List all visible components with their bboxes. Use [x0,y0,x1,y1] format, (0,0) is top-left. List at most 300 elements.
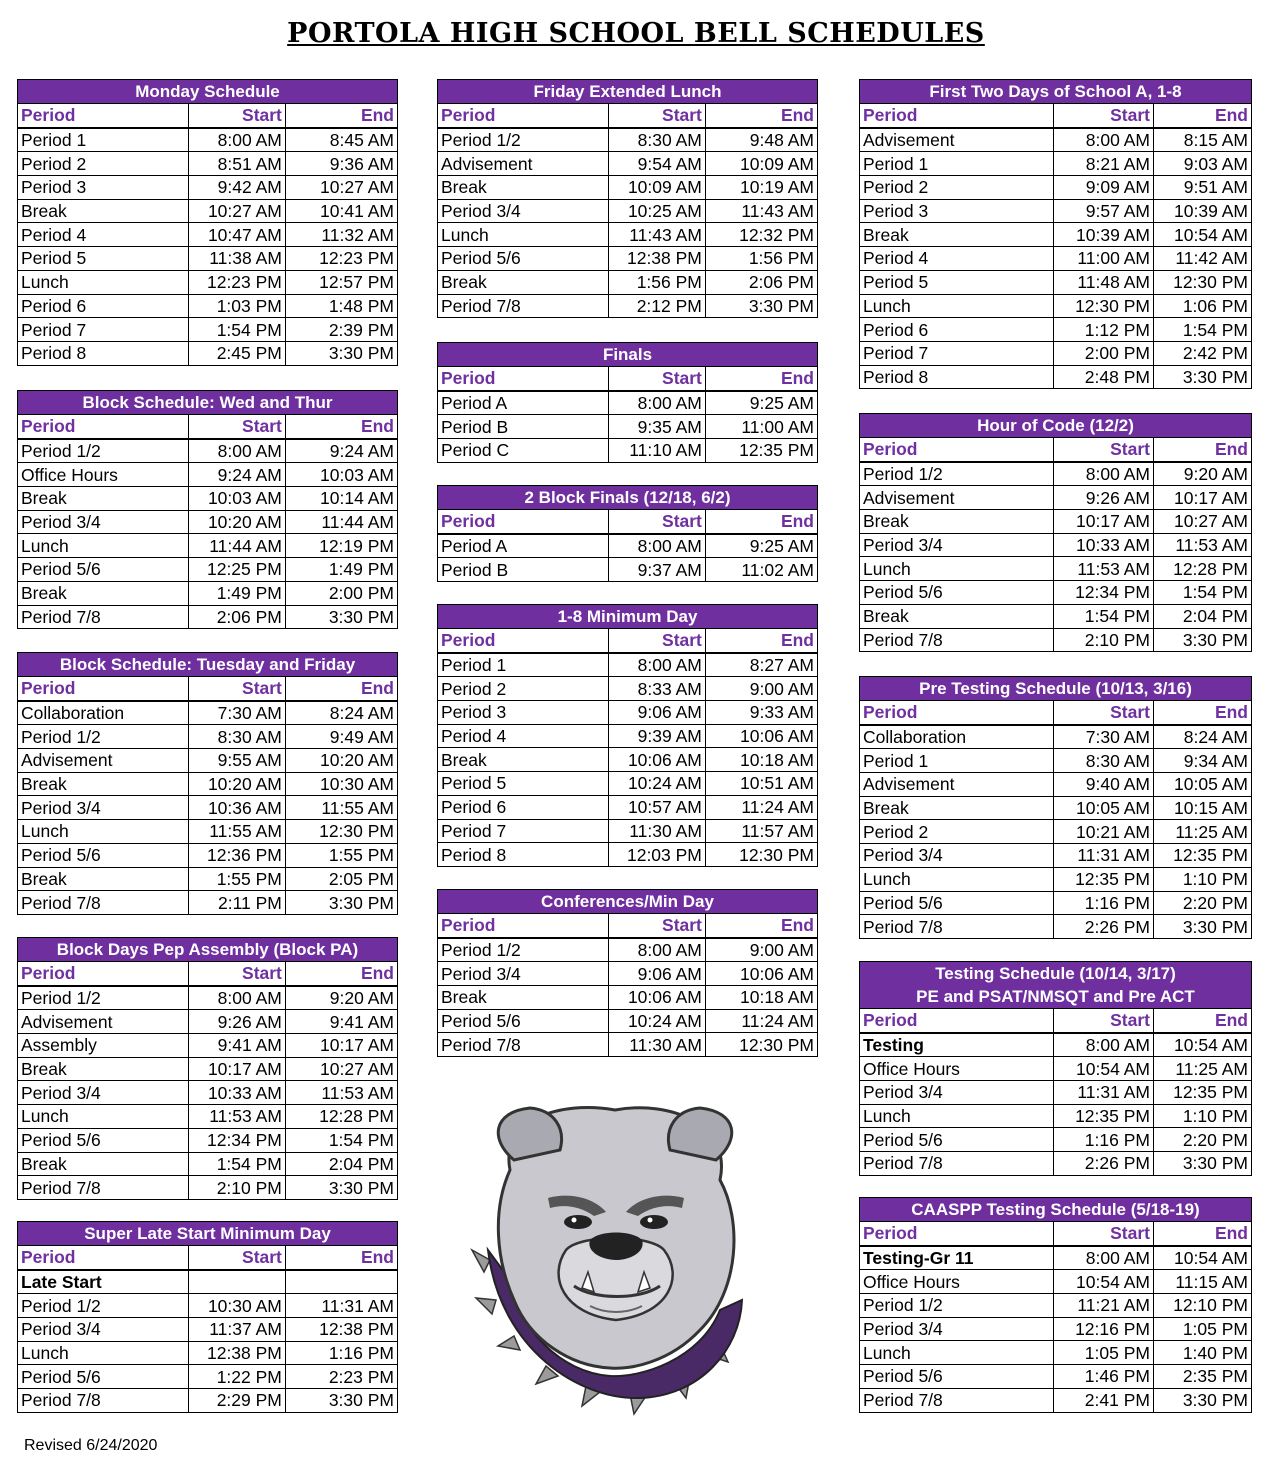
table-row [860,462,1252,486]
period-cell: Period 7/8 [18,1389,189,1413]
start-time-cell: 9:39 AM [609,724,706,748]
schedule-hour-of-code [859,413,1252,652]
table-row [860,749,1252,773]
end-column-header: End [1153,1222,1251,1246]
start-time-cell: 8:00 AM [1054,1033,1154,1057]
period-cell: Late Start [18,1270,189,1294]
end-time-cell: 11:53 AM [1153,533,1251,557]
start-time-cell: 11:43 AM [609,223,706,247]
start-column-header: Start [1054,438,1154,462]
start-column-header: Start [609,629,706,653]
table-row [438,223,818,247]
schedule-table [859,1008,1252,1176]
end-time-cell: 9:49 AM [285,725,397,749]
start-column-header: Start [609,914,706,938]
schedule-table [437,103,818,318]
start-time-cell: 10:20 AM [189,510,286,534]
end-time-cell: 1:40 PM [1153,1341,1251,1365]
table-row [860,486,1252,510]
start-time-cell: 11:37 AM [189,1318,286,1342]
schedule-block-pa [17,937,398,1200]
table-row [860,1388,1252,1412]
period-cell: Period 3/4 [860,1081,1054,1105]
start-time-cell: 8:00 AM [609,938,706,962]
schedule-table [437,366,818,463]
start-time-cell: 2:12 PM [609,294,706,318]
period-column-header: Period [860,1222,1054,1246]
start-time-cell: 1:54 PM [1054,604,1154,628]
column-header-row [438,510,818,534]
schedule-conferences [437,889,818,1057]
end-time-cell: 10:54 AM [1153,1246,1251,1270]
start-time-cell: 8:00 AM [1054,462,1154,486]
period-cell: Break [18,772,189,796]
period-cell: Period 7/8 [860,628,1054,652]
schedule-first-two-days [859,79,1252,389]
table-row [18,294,398,318]
period-cell: Lunch [18,270,189,294]
start-time-cell: 12:35 PM [1054,867,1154,891]
period-cell: Lunch [18,534,189,558]
start-time-cell: 9:09 AM [1054,176,1154,200]
table-row [18,463,398,487]
start-time-cell: 9:06 AM [609,962,706,986]
table-row [860,1365,1252,1389]
period-cell: Period 1/2 [18,725,189,749]
end-column-header: End [705,629,817,653]
table-row [860,533,1252,557]
start-time-cell: 8:00 AM [609,534,706,558]
period-cell: Period C [438,439,609,463]
start-time-cell: 10:20 AM [189,772,286,796]
end-time-cell: 1:55 PM [285,843,397,867]
table-row [860,270,1252,294]
column-header-row [18,962,398,986]
end-time-cell: 12:10 PM [1153,1294,1251,1318]
column-header-row [860,1009,1252,1033]
start-time-cell: 2:10 PM [1054,628,1154,652]
table-row [438,270,818,294]
period-column-header: Period [860,1009,1054,1033]
period-cell: Period 3/4 [860,533,1054,557]
table-row [438,724,818,748]
period-column-header: Period [438,914,609,938]
period-cell: Period 1 [18,128,189,152]
period-cell: Period 1/2 [438,128,609,152]
end-time-cell: 9:41 AM [285,1010,397,1034]
start-time-cell: 10:25 AM [609,199,706,223]
table-row [18,1341,398,1365]
period-cell: Collaboration [18,701,189,725]
period-cell: Period A [438,534,609,558]
table-row [860,1270,1252,1294]
end-time-cell: 1:54 PM [1153,318,1251,342]
end-time-cell: 10:30 AM [285,772,397,796]
page-title: PORTOLA HIGH SCHOOL BELL SCHEDULES [287,18,985,49]
table-row [18,867,398,891]
start-time-cell: 9:06 AM [609,701,706,725]
table-row [860,318,1252,342]
end-time-cell: 1:06 PM [1153,294,1251,318]
schedule-title: Friday Extended Lunch [437,79,818,103]
table-row [18,439,398,463]
end-time-cell: 3:30 PM [1153,1152,1251,1176]
end-time-cell: 10:41 AM [285,199,397,223]
column-header-row [860,438,1252,462]
column-header-row [18,415,398,439]
table-row [860,199,1252,223]
end-time-cell: 3:30 PM [285,1176,397,1200]
end-time-cell: 9:25 AM [705,391,817,415]
period-cell: Period 1 [438,653,609,677]
end-time-cell: 1:49 PM [285,558,397,582]
end-time-cell: 1:05 PM [1153,1317,1251,1341]
period-column-header: Period [18,104,189,128]
table-row [860,1294,1252,1318]
table-row [860,1246,1252,1270]
start-time-cell: 7:30 AM [1054,725,1154,749]
start-time-cell: 2:00 PM [1054,341,1154,365]
start-time-cell: 1:49 PM [189,581,286,605]
end-time-cell: 2:20 PM [1153,1128,1251,1152]
end-time-cell: 10:05 AM [1153,773,1251,797]
end-time-cell: 1:10 PM [1153,1104,1251,1128]
period-cell: Break [860,223,1054,247]
table-row [860,773,1252,797]
period-column-header: Period [438,367,609,391]
period-cell: Period 1 [860,749,1054,773]
start-time-cell: 8:00 AM [189,986,286,1010]
period-cell: Period 7/8 [860,915,1054,939]
table-row [438,938,818,962]
period-cell: Period 3/4 [18,796,189,820]
table-row [438,152,818,176]
period-cell: Period 3/4 [18,510,189,534]
end-time-cell: 11:00 AM [705,415,817,439]
period-cell: Office Hours [860,1270,1054,1294]
end-time-cell: 12:30 PM [705,843,817,867]
period-cell: Period B [438,415,609,439]
start-time-cell: 10:05 AM [1054,796,1154,820]
period-cell: Period 5 [438,772,609,796]
table-row [438,294,818,318]
table-row [860,628,1252,652]
start-time-cell: 10:17 AM [1054,510,1154,534]
start-time-cell: 10:03 AM [189,487,286,511]
start-time-cell: 2:41 PM [1054,1388,1154,1412]
period-cell: Period 2 [438,677,609,701]
table-row [18,891,398,915]
start-time-cell: 10:21 AM [1054,820,1154,844]
start-column-header: Start [1054,1009,1154,1033]
period-cell: Break [860,510,1054,534]
schedule-title: Super Late Start Minimum Day [17,1221,398,1245]
start-time-cell: 12:34 PM [1054,581,1154,605]
end-column-header: End [285,415,397,439]
schedule-title: Finals [437,342,818,366]
table-row [18,796,398,820]
table-row [438,534,818,558]
start-time-cell: 9:40 AM [1054,773,1154,797]
start-time-cell: 10:57 AM [609,795,706,819]
start-time-cell: 10:24 AM [609,772,706,796]
schedule-title: Block Schedule: Wed and Thur [17,390,398,414]
table-row [860,223,1252,247]
table-row [860,820,1252,844]
column-header-row [438,104,818,128]
table-row [438,986,818,1010]
schedule-table [859,103,1252,389]
start-time-cell: 11:38 AM [189,247,286,271]
end-time-cell: 9:34 AM [1153,749,1251,773]
period-cell: Break [438,176,609,200]
start-time-cell: 11:53 AM [1054,557,1154,581]
table-row [18,341,398,365]
start-time-cell: 2:29 PM [189,1389,286,1413]
period-cell: Period B [438,558,609,582]
table-row [18,1034,398,1058]
end-time-cell: 11:53 AM [285,1081,397,1105]
column-header-row [438,367,818,391]
period-cell: Break [18,581,189,605]
schedule-block-wed-thur [17,390,398,629]
end-time-cell: 11:25 AM [1153,1057,1251,1081]
start-time-cell: 8:33 AM [609,677,706,701]
end-column-header: End [285,677,397,701]
end-time-cell [285,1270,397,1294]
period-cell: Lunch [18,1341,189,1365]
start-time-cell: 9:57 AM [1054,199,1154,223]
table-row [438,199,818,223]
table-row [18,1318,398,1342]
end-time-cell: 2:39 PM [285,318,397,342]
start-time-cell: 2:11 PM [189,891,286,915]
schedule-title: First Two Days of School A, 1-8 [859,79,1252,103]
period-column-header: Period [860,438,1054,462]
end-time-cell: 10:09 AM [705,152,817,176]
table-row [438,247,818,271]
end-time-cell: 9:51 AM [1153,176,1251,200]
end-time-cell: 11:32 AM [285,223,397,247]
start-time-cell: 8:00 AM [1054,128,1154,152]
schedule-finals [437,342,818,463]
period-cell: Period 1/2 [438,938,609,962]
end-time-cell: 8:24 AM [285,701,397,725]
start-time-cell: 10:39 AM [1054,223,1154,247]
end-time-cell: 2:06 PM [705,270,817,294]
table-row [18,1128,398,1152]
schedule-table [17,1245,398,1413]
end-time-cell: 12:35 PM [1153,1081,1251,1105]
end-time-cell: 10:54 AM [1153,1033,1251,1057]
table-row [860,725,1252,749]
period-cell: Advisement [438,152,609,176]
start-time-cell: 11:55 AM [189,820,286,844]
table-row [18,843,398,867]
end-time-cell: 2:05 PM [285,867,397,891]
schedule-title: CAASPP Testing Schedule (5/18-19) [859,1197,1252,1221]
end-time-cell: 10:51 AM [705,772,817,796]
end-time-cell: 10:20 AM [285,749,397,773]
period-cell: Testing-Gr 11 [860,1246,1054,1270]
period-cell: Period 1/2 [860,462,1054,486]
end-time-cell: 12:23 PM [285,247,397,271]
end-time-cell: 11:31 AM [285,1294,397,1318]
end-time-cell: 10:54 AM [1153,223,1251,247]
start-time-cell: 7:30 AM [189,701,286,725]
period-cell: Period 1/2 [18,986,189,1010]
period-cell: Period 5/6 [438,1009,609,1033]
table-row [18,749,398,773]
period-cell: Advisement [18,749,189,773]
period-cell: Period 7/8 [860,1152,1054,1176]
table-row [18,701,398,725]
start-time-cell: 11:53 AM [189,1105,286,1129]
period-cell: Lunch [18,820,189,844]
period-cell: Lunch [860,294,1054,318]
table-row [438,795,818,819]
period-cell: Period 1/2 [18,439,189,463]
period-cell: Period 6 [438,795,609,819]
start-time-cell: 1:54 PM [189,1152,286,1176]
start-column-header: Start [609,510,706,534]
table-row [18,199,398,223]
table-row [438,962,818,986]
column-header-row [18,104,398,128]
end-time-cell: 2:23 PM [285,1365,397,1389]
table-row [860,1152,1252,1176]
end-time-cell: 11:15 AM [1153,1270,1251,1294]
start-time-cell: 8:30 AM [1054,749,1154,773]
table-row [860,844,1252,868]
end-time-cell: 11:24 AM [705,1009,817,1033]
column-header-row [438,914,818,938]
period-cell: Period 6 [860,318,1054,342]
revision-note: Revised 6/24/2020 [24,1437,158,1454]
end-time-cell: 3:30 PM [705,294,817,318]
end-time-cell: 10:14 AM [285,487,397,511]
end-time-cell: 2:35 PM [1153,1365,1251,1389]
end-time-cell: 12:35 PM [1153,844,1251,868]
table-row [18,270,398,294]
end-time-cell: 3:30 PM [285,605,397,629]
start-time-cell: 1:54 PM [189,318,286,342]
start-time-cell: 9:54 AM [609,152,706,176]
end-time-cell: 12:32 PM [705,223,817,247]
start-column-header: Start [189,677,286,701]
period-cell: Period 7/8 [860,1388,1054,1412]
start-time-cell: 10:36 AM [189,796,286,820]
end-time-cell: 1:10 PM [1153,867,1251,891]
start-time-cell: 11:31 AM [1054,1081,1154,1105]
end-time-cell: 2:04 PM [285,1152,397,1176]
start-time-cell: 12:23 PM [189,270,286,294]
end-time-cell: 9:33 AM [705,701,817,725]
end-time-cell: 12:19 PM [285,534,397,558]
period-cell: Period 5/6 [18,1365,189,1389]
end-time-cell: 12:35 PM [705,439,817,463]
period-cell: Period 7 [18,318,189,342]
end-time-cell: 10:39 AM [1153,199,1251,223]
schedule-table [17,676,398,915]
start-time-cell: 11:30 AM [609,1033,706,1057]
end-time-cell: 1:56 PM [705,247,817,271]
period-cell: Period 3 [860,199,1054,223]
start-column-header: Start [1054,104,1154,128]
schedule-two-block-finals [437,485,818,582]
end-column-header: End [705,367,817,391]
table-row [438,819,818,843]
table-row [860,604,1252,628]
table-row [18,318,398,342]
schedule-table [859,437,1252,652]
end-time-cell: 9:36 AM [285,152,397,176]
period-cell: Period 2 [860,820,1054,844]
schedule-table [437,628,818,867]
table-row [18,510,398,534]
column-header-row [18,677,398,701]
schedule-title: Testing Schedule (10/14, 3/17) [859,961,1252,985]
schedule-super-late [17,1221,398,1413]
end-time-cell: 11:55 AM [285,796,397,820]
period-cell: Advisement [860,773,1054,797]
period-cell: Break [18,1057,189,1081]
end-time-cell: 10:17 AM [285,1034,397,1058]
period-cell: Period 6 [18,294,189,318]
start-time-cell: 9:55 AM [189,749,286,773]
period-cell: Period 5/6 [18,1128,189,1152]
table-row [18,534,398,558]
start-time-cell: 9:24 AM [189,463,286,487]
period-column-header: Period [438,629,609,653]
end-time-cell: 3:30 PM [1153,365,1251,389]
end-column-header: End [285,1246,397,1270]
schedule-title: Block Schedule: Tuesday and Friday [17,652,398,676]
period-cell: Break [860,796,1054,820]
start-time-cell: 11:21 AM [1054,1294,1154,1318]
end-column-header: End [1153,701,1251,725]
end-time-cell: 8:24 AM [1153,725,1251,749]
period-cell: Period 4 [18,223,189,247]
end-time-cell: 3:30 PM [285,1389,397,1413]
start-column-header: Start [189,1246,286,1270]
start-time-cell: 1:16 PM [1054,891,1154,915]
end-column-header: End [1153,438,1251,462]
table-row [860,247,1252,271]
start-time-cell: 9:42 AM [189,176,286,200]
end-time-cell: 10:18 AM [705,986,817,1010]
end-time-cell: 12:57 PM [285,270,397,294]
end-time-cell: 1:16 PM [285,1341,397,1365]
period-column-header: Period [860,701,1054,725]
period-cell: Advisement [860,486,1054,510]
period-cell: Period 4 [438,724,609,748]
period-cell: Period 3/4 [438,199,609,223]
end-time-cell: 3:30 PM [1153,1388,1251,1412]
end-time-cell: 3:30 PM [1153,628,1251,652]
schedule-caaspp [859,1197,1252,1413]
start-time-cell: 1:16 PM [1054,1128,1154,1152]
start-time-cell: 12:16 PM [1054,1317,1154,1341]
period-cell: Lunch [860,867,1054,891]
table-row [18,176,398,200]
table-row [18,223,398,247]
period-cell: Collaboration [860,725,1054,749]
period-cell: Period 7/8 [18,605,189,629]
period-cell: Period A [438,391,609,415]
period-cell: Period 2 [860,176,1054,200]
end-time-cell: 10:15 AM [1153,796,1251,820]
